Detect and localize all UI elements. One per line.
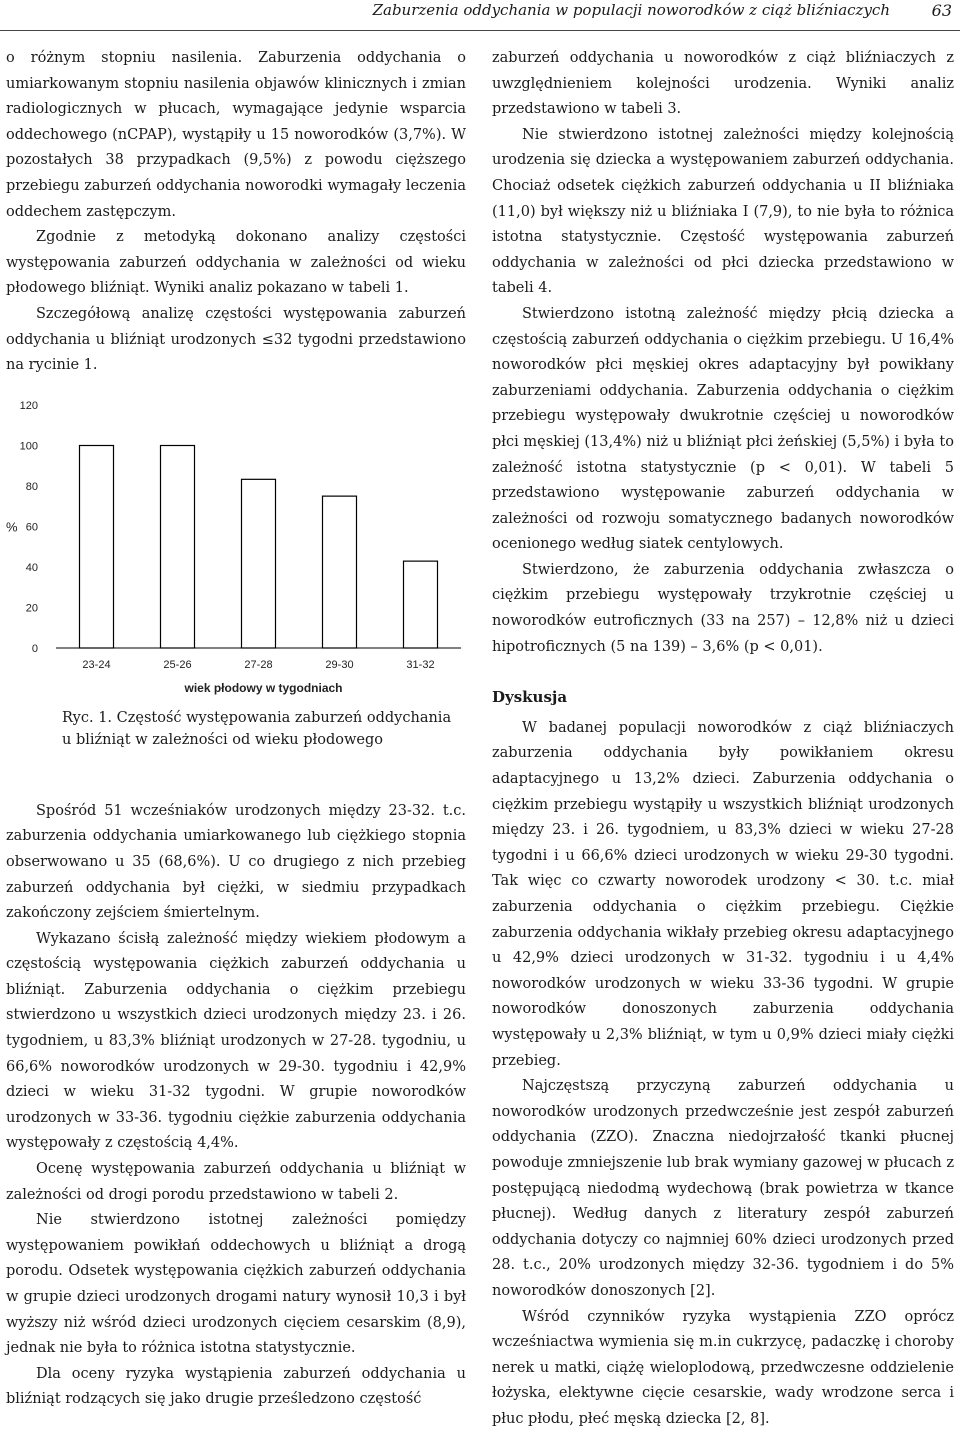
paragraph: Zgodnie z metodyką dokonano analizy częstości występowania zaburzeń oddychania w zależności od wieku płodowego bliźniąt. Wyniki analiz pokazano w tabeli 1. bbox=[6, 229, 466, 297]
paragraph: Stwierdzono, że zaburzenia oddychania zwłaszcza o ciężkim przebiegu występowały trzykrotnie częściej u noworodków eutroficznych (33 na 257) – 12,8% niż u dzieci hipotroficznych (5 na 139) – 3,6% (p < 0,01). bbox=[492, 561, 954, 655]
paragraph: Spośród 51 wcześniaków urodzonych między 23-32. t.c. zaburzenia oddychania umiarkowanego lub ciężkiego stopnia obserwowano u 35 (68,6%). U co drugiego z nich przebieg zaburzeń oddychania był ciężki, w siedmiu przypadkach zakończony zejściem śmiertelnym. bbox=[6, 802, 466, 922]
paragraph: Wykazano ścisłą zależność między wiekiem płodowym a częstością występowania ciężkich zaburzeń oddychania u bliźniąt. Zaburzenia oddychania o ciężkim przebiegu stwierdzono u wszystkich dzieci urodzonych między 23. i 26. tygodniem, u 83,3% bliźniąt urodzonych w 27-28. tygodniu, u 66,6% noworodków urodzonych w 29-30. tygodniu i 42,9% dzieci w wieku 31-32 tygodni. W grupie noworodków urodzonych w 33-36. tygodniu ciężkie zaburzenia oddychania występowały z częstością 4,4%. bbox=[6, 930, 466, 1152]
y-tick-label: 60 bbox=[25, 521, 38, 534]
bar bbox=[404, 561, 438, 648]
paragraph: Najczęstszą przyczyną zaburzeń oddychania u noworodków urodzonych przedwcześnie jest zespół zaburzeń oddychania (ZZO). Znaczna niedojrzałość tkanki płucnej powoduje zmniejszenie lub brak wymiany gazowej w płucach z postępującą niedodmą wydechową (brak powietrza w tkance płucnej). Według danych z literatury zespół zaburzeń oddychania dotyczy co najmniej 60% dzieci urodzonych przed 28. t.c., 20% urodzonych między 32-36. tygodniem i do 5% noworodków donoszonych [2]. bbox=[492, 1078, 954, 1299]
bar bbox=[242, 479, 276, 648]
paragraph: Szczegółową analizę częstości występowania zaburzeń oddychania u bliźniąt urodzonych ≤32 tygodni przedstawiono na rycinie 1. bbox=[6, 305, 466, 374]
y-axis-label: % bbox=[6, 519, 18, 535]
paragraph: Dla oceny ryzyka wystąpienia zaburzeń oddychania u bliźniąt rodzących się jako drugie prześledzono częstość bbox=[6, 1365, 466, 1408]
paragraph: o różnym stopniu nasilenia. Zaburzenia oddychania o umiarkowanym stopniu nasilenia objawów klinicznych i zmian radiologicznych w płucach, wymagające jedynie wsparcia oddechowego (nCPAP), wystąpiły u 15 noworodków (3,7%). W pozostałych 38 przypadkach (9,5%) z powodu cięższego przebiegu zaburzeń oddychania noworodki wymagały leczenia oddechem zastępczym. bbox=[6, 50, 466, 220]
y-tick-label: 40 bbox=[25, 561, 38, 574]
y-tick-label: 100 bbox=[19, 440, 38, 453]
figure-1-chart bbox=[6, 383, 466, 701]
paragraph: Nie stwierdzono istotnej zależności pomiędzy występowaniem powikłań oddechowych u bliźniąt a drogą porodu. Odsetek występowania ciężkich zaburzeń oddychania w grupie dzieci urodzonych drogami natury wynosił 10,3 i był wyższy niż wśród dzieci urodzonych cięciem cesarskim (8,9), jednak nie była to różnica istotna statystycznie. bbox=[6, 1212, 466, 1357]
figure-caption bbox=[62, 707, 466, 751]
paragraph: Wśród czynników ryzyka wystąpienia ZZO oprócz wcześniactwa wymienia się m.in cukrzycę, padaczkę i choroby nerek u matki, ciążę wieloplodową, przedwczesne oddzielenie łożyska, elektywne cięcie cesarskie, wady wrodzone serca i płuc płodu, płeć męską dziecka [2, 8]. bbox=[492, 1308, 954, 1427]
x-axis-label: wiek płodowy w tygodniach bbox=[184, 680, 343, 695]
paragraph: Nie stwierdzono istotnej zależności między kolejnością urodzenia się dziecka a występowaniem zaburzeń oddychania. Chociaż odsetek ciężkich zaburzeń oddychania u II bliźniaka (11,0) był większy niż u bliźniaka I (7,9), to nie była to różnica istotna statystycznie. Częstość występowania zaburzeń oddychania w zależności od płci dziecka przedstawiono w tabeli 4. bbox=[492, 126, 954, 297]
y-tick-label: 20 bbox=[25, 602, 38, 615]
bar-chart bbox=[6, 383, 466, 701]
right-column bbox=[492, 46, 954, 1432]
running-title: Zaburzenia oddychania w populacji noworodków z ciąż bliźniaczych bbox=[372, 1, 890, 19]
figure-caption-line: Ryc. 1. Częstość występowania zaburzeń oddychania bbox=[62, 709, 452, 726]
bar bbox=[80, 445, 114, 648]
y-tick-label: 120 bbox=[19, 399, 38, 412]
paragraph: Ocenę występowania zaburzeń oddychania u bliźniąt w zależności od drogi porodu przedstawiono w tabeli 2. bbox=[6, 1161, 466, 1203]
section-heading: Dyskusja bbox=[492, 688, 568, 707]
paragraph: zaburzeń oddychania u noworodków z ciąż bliźniaczych z uwzględnieniem kolejności urodzenia. Wyniki analiz przedstawiono w tabeli 3. bbox=[492, 50, 954, 118]
x-tick-label: 29-30 bbox=[325, 658, 354, 671]
bar bbox=[161, 445, 195, 648]
page-number: 63 bbox=[931, 1, 952, 20]
figure-caption-line: u bliźniąt w zależności od wieku płodowego bbox=[62, 731, 383, 748]
x-tick-label: 27-28 bbox=[244, 658, 273, 671]
paragraph: Stwierdzono istotną zależność między płcią dziecka a częstością zaburzeń oddychania o ciężkim przebiegu. U 16,4% noworodków płci męskiej okres adaptacyjny był powikłany zaburzeniami oddychania. Zaburzenia oddychania o ciężkim przebiegu występowały dwukrotnie częściej u noworodków płci męskiej (13,4%) niż u bliźniąt płci żeńskiej (5,5%) i była to zależność istotna statystycznie (p < 0,01). W tabeli 5 przedstawiono występowanie zaburzeń oddychania w zależności od rozwoju somatycznego badanych noworodków ocenionego według siatek centylowych. bbox=[492, 305, 954, 553]
x-tick-label: 31-32 bbox=[406, 658, 435, 671]
y-tick-label: 0 bbox=[31, 642, 38, 655]
x-tick-label: 23-24 bbox=[82, 658, 111, 671]
left-column bbox=[6, 46, 466, 1413]
running-header bbox=[0, 0, 960, 31]
y-tick-label: 80 bbox=[25, 480, 38, 493]
bar bbox=[323, 496, 357, 648]
paragraph: W badanej populacji noworodków z ciąż bliźniaczych zaburzenia oddychania były powikłaniem okresu adaptacyjnego u 13,2% dzieci. Zaburzenia oddychania o ciężkim przebiegu wystąpiły u wszystkich bliźniąt urodzonych między 23. i 26. tygodniem, u 83,3% dzieci w wieku 27-28 tygodni i u 66,6% dzieci urodzonych w wieku 29-30 tygodni. Tak więc co czwarty noworodek urodzony < 30. t.c. miał zaburzenia oddychania o ciężkim przebiegu. Ciężkie zaburzenia oddychania wikłały przebieg okresu adaptacyjnego u 42,9% dzieci urodzonych w 31-32. tygodniu i u 4,4% noworodków urodzonych w wieku 33-36 tygodni. W grupie noworodków donoszonych zaburzenia oddychania występowały u 2,3% bliźniąt, w tym u 0,9% dzieci miały ciężki przebieg. bbox=[492, 719, 954, 1069]
x-tick-label: 25-26 bbox=[163, 658, 192, 671]
